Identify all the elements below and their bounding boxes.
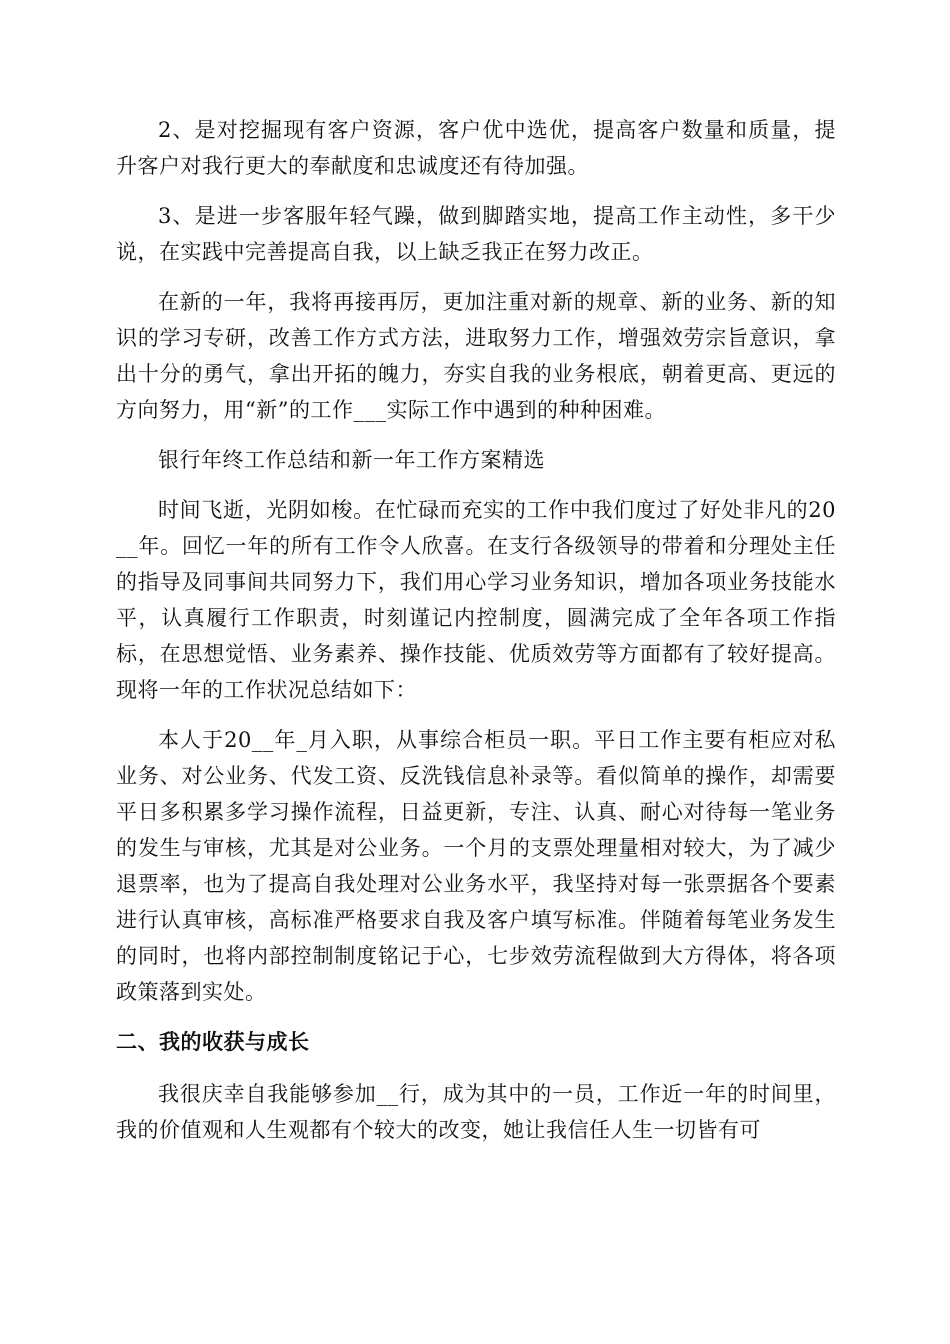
paragraph-gains: 我很庆幸自我能够参加__行，成为其中的一员，工作近一年的时间里，我的价值观和人生观都有个较大的改变，她让我信任人生一切皆有可 (116, 1082, 836, 1142)
paragraph-job-description: 本人于20__年_月入职，从事综合柜员一职。平日工作主要有柜应对私业务、对公业务、代发工资、反洗钱信息补录等。看似简单的操作，却需要平日多积累多学习操作流程，日益更新，专注、认真、耐心对待每一笔业务的发生与审核，尤其是对公业务。一个月的支票处理量相对较大，为了减少退票率，也为了提高自我处理对公业务水平，我坚持对每一张票据各个要素进行认真审核，高标准严格要求自我及客户填写标准。伴随着每笔业务发生的同时，也将内部控制制度铭记于心，七步效劳流程做到大方得体，将各项政策落到实处。 (116, 728, 836, 1004)
paragraph-point-3: 3、是进一步客服年轻气躁，做到脚踏实地，提高工作主动性，多干少说，在实践中完善提高自我，以上缺乏我正在努力改正。 (116, 204, 836, 264)
document-body (116, 112, 836, 1162)
document-subtitle: 银行年终工作总结和新一年工作方案精选 (158, 448, 545, 472)
paragraph-new-year-plan: 在新的一年，我将再接再厉，更加注重对新的规章、新的业务、新的知识的学习专研，改善工作方式方法，进取努力工作，增强效劳宗旨意识，拿出十分的勇气，拿出开拓的魄力，夯实自我的业务根底，朝着更高、更远的方向努力，用“新”的工作___实际工作中遇到的种种困难。 (116, 290, 836, 422)
section-heading: 二、我的收获与成长 (116, 1030, 310, 1054)
paragraph-intro: 时间飞逝，光阴如梭。在忙碌而充实的工作中我们度过了好处非凡的20__年。回忆一年的所有工作令人欣喜。在支行各级领导的带着和分理处主任的指导及同事间共同努力下，我们用心学习业务知识，增加各项业务技能水平，认真履行工作职责，时刻谨记内控制度，圆满完成了全年各项工作指标，在思想觉悟、业务素养、操作技能、优质效劳等方面都有了较好提高。现将一年的工作状况总结如下： (116, 498, 836, 702)
paragraph-point-2: 2、是对挖掘现有客户资源，客户优中选优，提高客户数量和质量，提升客户对我行更大的奉献度和忠诚度还有待加强。 (116, 118, 836, 178)
